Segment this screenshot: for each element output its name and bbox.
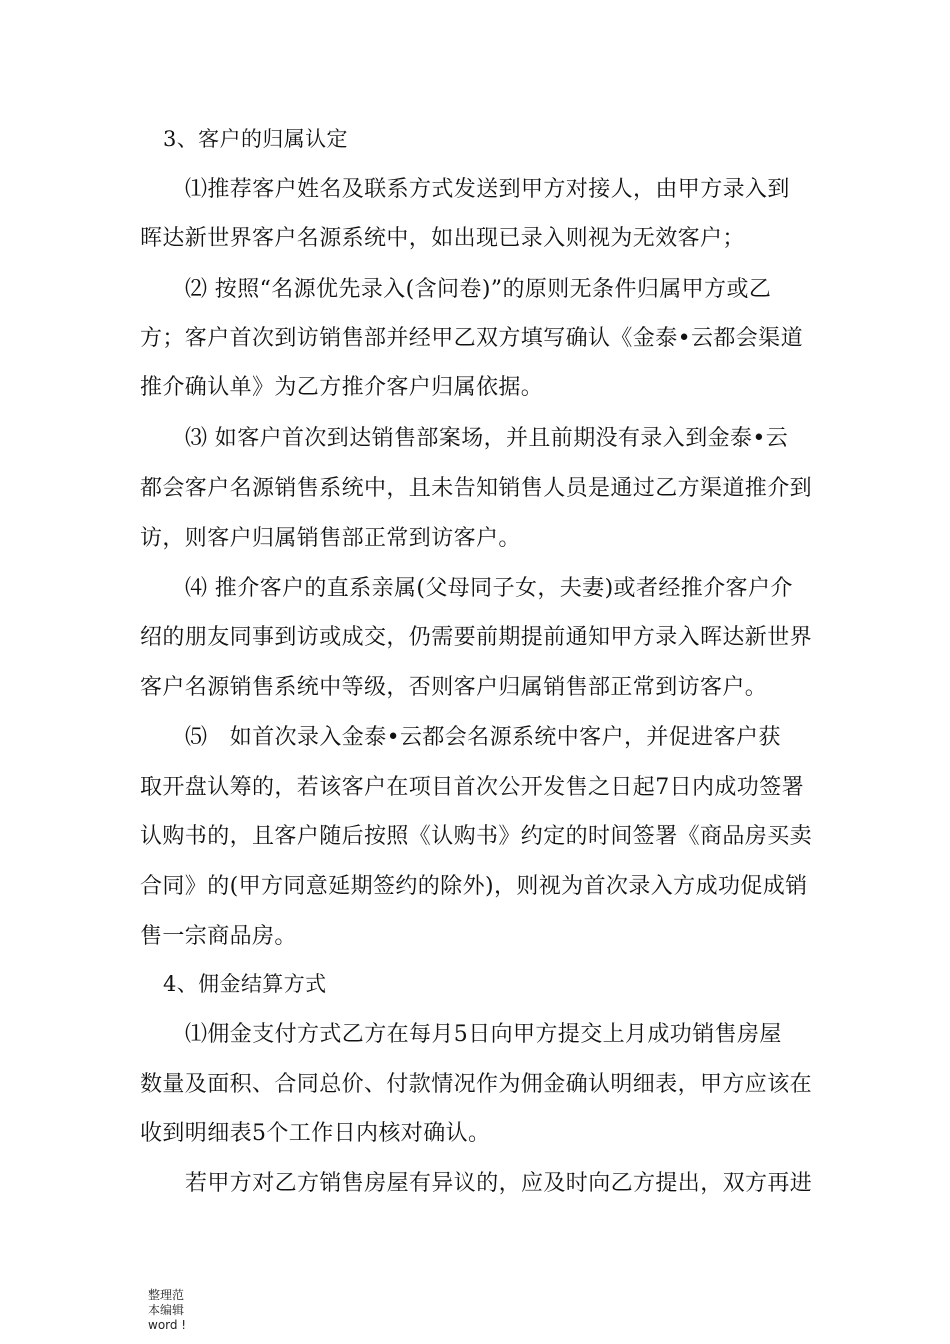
section-3-item-3-line-2: 都会客户名源销售系统中，且未告知销售人员是通过乙方渠道推介到 xyxy=(140,476,813,501)
section-4-item-1-line-1: ⑴佣金支付方式乙方在每月5日向甲方提交上月成功销售房屋 xyxy=(185,1022,782,1047)
section-3-item-2-line-2: 方；客户首次到访销售部并经甲乙双方填写确认《金泰•云都会渠道 xyxy=(140,326,803,351)
section-3-item-5-line-4: 合同》的(甲方同意延期签约的除外)，则视为首次录入方成功促成销 xyxy=(140,874,808,899)
section-3-item-4-line-2: 绍的朋友同事到访或成交，仍需要前期提前通知甲方录入晖达新世界 xyxy=(140,625,813,650)
section-4-paragraph-line-1: 若甲方对乙方销售房屋有异议的，应及时向乙方提出，双方再进 xyxy=(185,1171,813,1196)
section-4-item-1-line-3: 收到明细表5个工作日内核对确认。 xyxy=(140,1121,491,1146)
section-3-item-3-line-3: 访，则客户归属销售部正常到访客户。 xyxy=(140,526,521,551)
section-3-item-4-line-3: 客户名源销售系统中等级，否则客户归属销售部正常到访客户。 xyxy=(140,675,768,700)
footer-note: 整理范 本编辑 word ! xyxy=(148,1288,187,1332)
section-3-item-2-line-1: ⑵ 按照“名源优先录入(含问卷)”的原则无条件归属甲方或乙 xyxy=(185,277,772,302)
section-3-item-2-line-3: 推介确认单》为乙方推介客户归属依据。 xyxy=(140,375,544,400)
section-3-item-1-line-2: 晖达新世界客户名源系统中，如出现已录入则视为无效客户； xyxy=(140,226,745,251)
section-3-item-5-line-5: 售一宗商品房。 xyxy=(140,924,297,949)
section-3-item-5-line-2: 取开盘认筹的，若该客户在项目首次公开发售之日起7日内成功签署 xyxy=(140,775,804,800)
section-3-item-3-line-1: ⑶ 如客户首次到达销售部案场，并且前期没有录入到金泰•云 xyxy=(185,426,789,451)
section-3-item-1-line-1: ⑴推荐客户姓名及联系方式发送到甲方对接人，由甲方录入到 xyxy=(185,177,790,202)
section-3-heading: 3、客户的归属认定 xyxy=(163,127,348,151)
section-3-item-4-line-1: ⑷ 推介客户的直系亲属(父母同子女，夫妻)或者经推介客户介 xyxy=(185,576,793,601)
section-4-item-1-line-2: 数量及面积、合同总价、付款情况作为佣金确认明细表，甲方应该在 xyxy=(140,1072,813,1097)
section-3-item-5-line-3: 认购书的，且客户随后按照《认购书》约定的时间签署《商品房买卖 xyxy=(140,824,813,849)
section-4-heading: 4、佣金结算方式 xyxy=(163,972,327,996)
section-3-item-5-line-1: ⑸ 如首次录入金泰•云都会名源系统中客户，并促进客户获 xyxy=(185,725,781,750)
